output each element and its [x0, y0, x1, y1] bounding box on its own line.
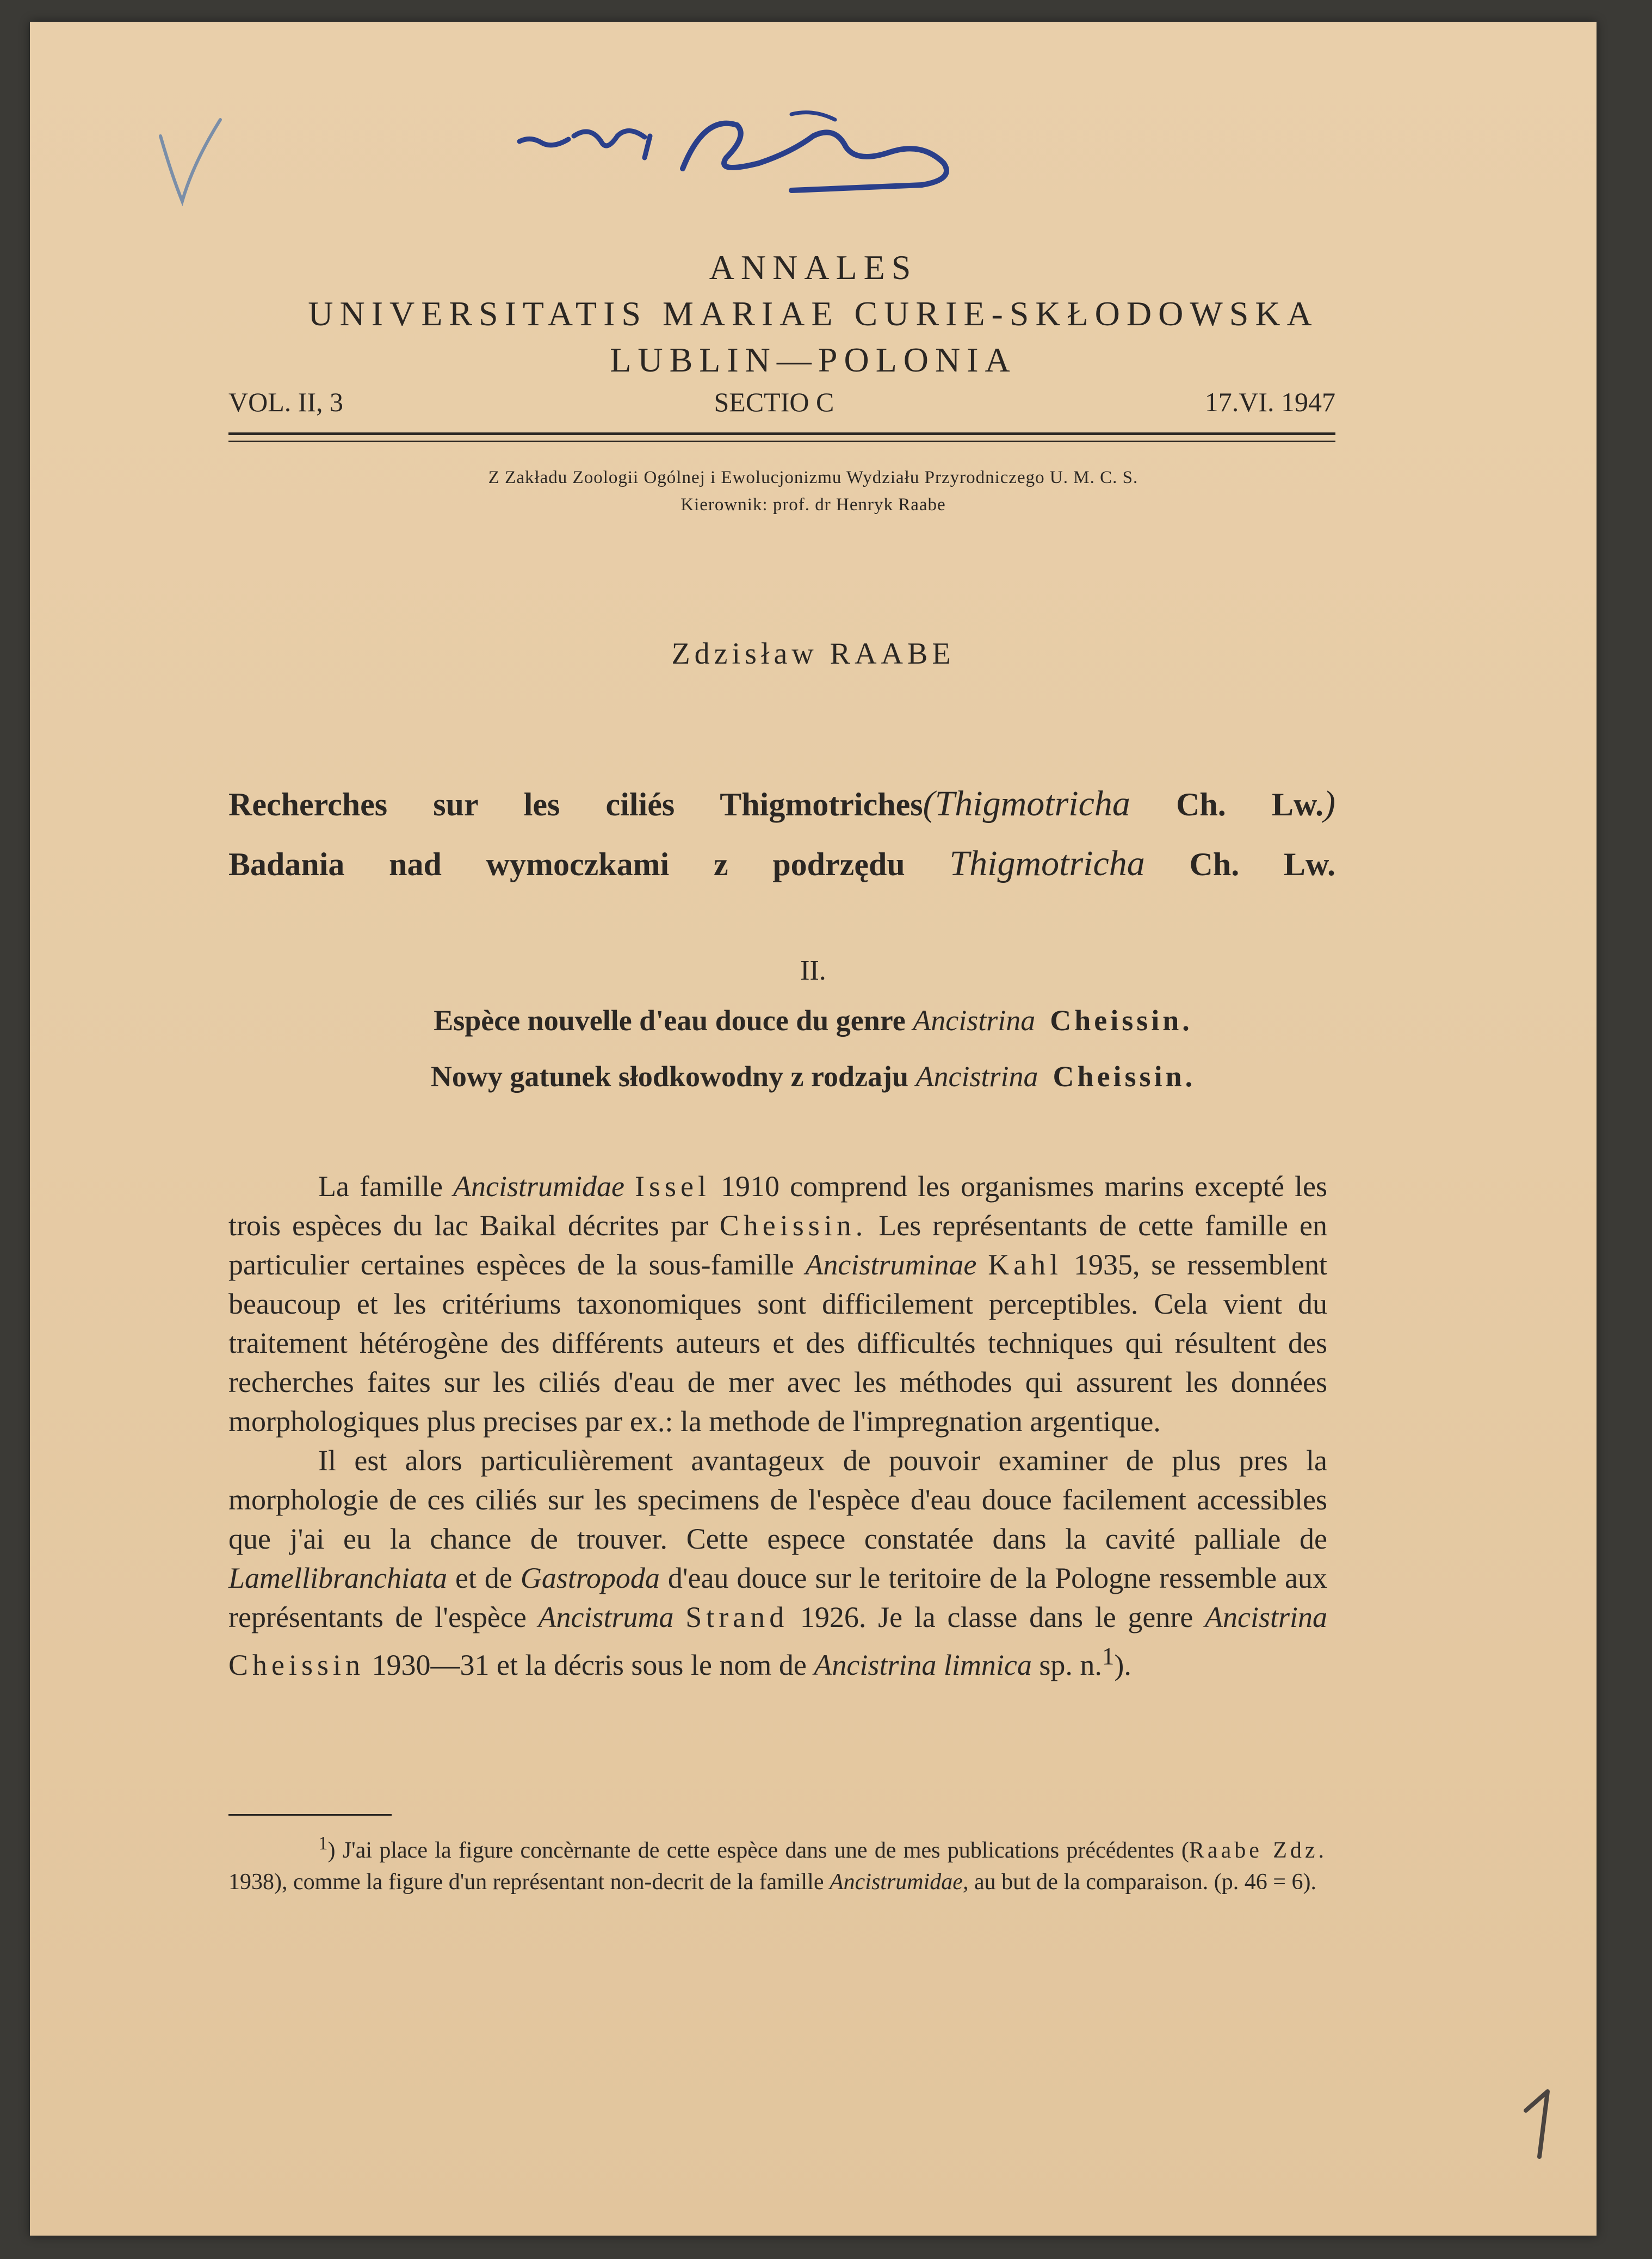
handwritten-page-mark-icon: [1515, 2083, 1564, 2165]
paragraph-1: La famille Ancistrumidae Issel 1910 comprend les organismes marins excepté les trois espèces du lac Baikal décrites par Cheissin. Les représentants de cette famille en particulier certaines espèces de la sous-famille Ancistruminae Kahl 1935, se ressemblent beaucoup et les critériums taxonomiques sont difficilement perceptibles. Cela vient du traitement hétérogène des différents auteurs et des difficultés techniques qui résultent des recherches faites sur les ciliés d'eau de mer avec les méthodes qui assurent les données morphologiques plus precises par ex.: la methode de l'impregnation argentique.: [228, 1170, 1328, 1438]
journal-annales: ANNALES: [709, 248, 918, 287]
footnote: $^1$) J'ai place la figure concèrnante de cette espèce dans une de mes publications précédentes (Raabe Zdz. 1938), comme la figure d'un représentant non-decrit de la famille Ancistrumidae, au but de la comparaison. (p. 46 = 6).: [228, 1833, 1327, 1895]
footnote-rule: [228, 1814, 392, 1816]
title-polish: Badania nad wymoczkami z podrzędu Thigmotricha Ch. Lw.: [228, 844, 1335, 883]
paragraph-2: Il est alors particulièrement avantageux de pouvoir examiner de plus pres la morphologie de ces ciliés sur les specimens de l'espèce d'eau douce facilement accessibles que j'ai eu la chance de trouver. Cette espece constatée dans la cavité palliale de Lamellibranchiata et de Gastropoda d'eau douce sur le teritoire de la Pologne ressemble aux représentants de l'espèce Ancistruma Strand 1926. Je la classe dans le genre Ancistrina Cheissin 1930—31 et la décris sous le nom de Ancistrina limnica sp. n.$^1$).: [228, 1444, 1328, 1681]
body-text: [228, 1167, 1327, 1685]
subtitle-french: Espèce nouvelle d'eau douce du genre Ancistrina Cheissin.: [434, 1004, 1193, 1037]
section-label: SECTIO C: [714, 387, 834, 417]
header-rule-thick: [228, 432, 1335, 435]
document-page: [30, 22, 1597, 2236]
header-rule-thin: [228, 441, 1335, 442]
pencil-check-mark-icon: [155, 114, 231, 212]
subtitle-polish: Nowy gatunek słodkowodny z rodzaju Ancistrina Cheissin.: [430, 1060, 1196, 1093]
volume-row: [228, 386, 1335, 418]
author-name: Zdzisław RAABE: [671, 637, 955, 671]
journal-university: UNIVERSITATIS MARIAE CURIE-SKŁODOWSKA: [308, 294, 1319, 333]
issue-date: 17.VI. 1947: [1204, 387, 1335, 417]
institution-director: Kierownik: prof. dr Henryk Raabe: [680, 495, 946, 515]
institution-line: Z Zakładu Zoologii Ogólnej i Ewolucjonizmu Wydziału Przyrodniczego U. M. C. S.: [488, 468, 1139, 487]
handwritten-signature-icon: [509, 103, 998, 212]
volume-number: VOL. II, 3: [228, 387, 344, 417]
title-french: Recherches sur les ciliés Thigmotriches(Thigmotricha Ch. Lw.): [228, 784, 1335, 824]
part-numeral: II.: [800, 955, 826, 986]
journal-location: LUBLIN—POLONIA: [610, 341, 1017, 379]
